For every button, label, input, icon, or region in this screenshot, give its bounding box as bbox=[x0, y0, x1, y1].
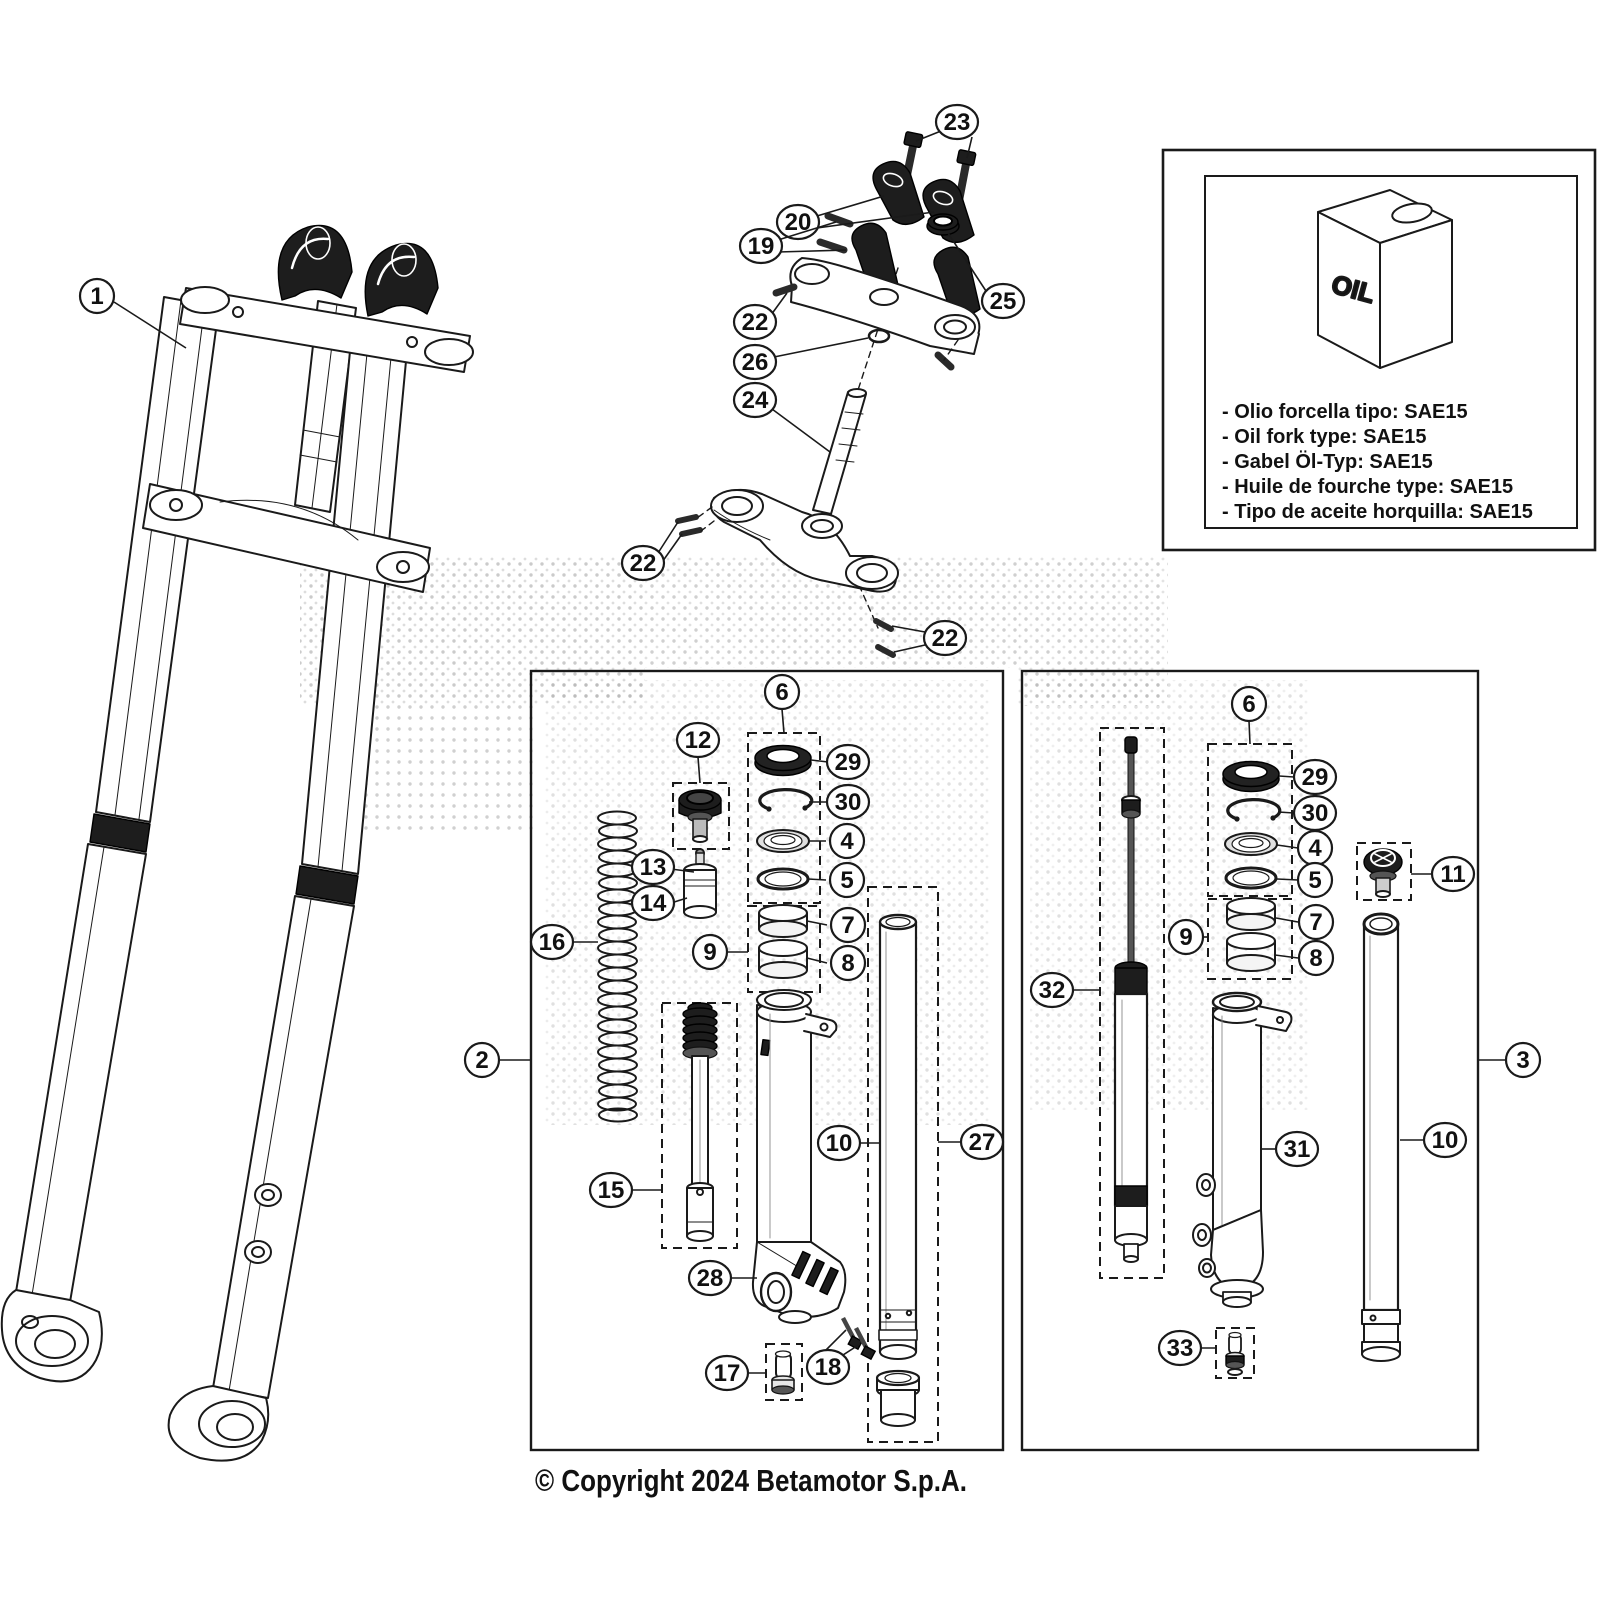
callout-number: 10 bbox=[825, 1130, 853, 1157]
callout-number: 22 bbox=[741, 309, 769, 336]
washer-ring-right bbox=[1226, 868, 1276, 888]
callout-leader-line bbox=[824, 1330, 846, 1352]
callout-number: 31 bbox=[1283, 1136, 1311, 1163]
callout-number: 17 bbox=[713, 1360, 741, 1387]
bushing-set-right bbox=[1227, 898, 1275, 971]
callout-number: 24 bbox=[741, 387, 769, 414]
callout-leader-line bbox=[778, 250, 846, 252]
callout-11 bbox=[1411, 857, 1474, 891]
bushing-set-left bbox=[759, 905, 807, 978]
callout-number: 18 bbox=[814, 1354, 842, 1381]
callout-number: 1 bbox=[90, 283, 104, 310]
copyright-text: © Copyright 2024 Betamotor S.p.A. bbox=[535, 1463, 967, 1498]
callout-2 bbox=[465, 1043, 531, 1077]
callout-22 bbox=[734, 293, 787, 339]
callout-leader-line bbox=[772, 409, 830, 452]
callout-leader-line bbox=[1277, 879, 1298, 880]
dust-seal-left bbox=[755, 746, 811, 776]
callout-number: 6 bbox=[1242, 691, 1256, 718]
steering-nut bbox=[927, 214, 959, 235]
callout-leader-line bbox=[771, 293, 787, 315]
bottom-plug bbox=[772, 1351, 794, 1394]
callout-number: 32 bbox=[1038, 977, 1066, 1004]
callout-number: 30 bbox=[1301, 800, 1329, 827]
callout-number: 7 bbox=[1309, 909, 1323, 936]
callout-15 bbox=[590, 1173, 662, 1207]
oil-spec-line-en: - Oil fork type: SAE15 bbox=[1222, 426, 1427, 448]
callout-26 bbox=[734, 338, 868, 379]
callout-number: 10 bbox=[1431, 1127, 1459, 1154]
callout-number: 12 bbox=[684, 727, 712, 754]
callout-number: 15 bbox=[597, 1177, 625, 1204]
callout-10 bbox=[818, 1126, 880, 1160]
callout-leader-line bbox=[658, 522, 678, 553]
oil-spec-line-es: - Tipo de aceite horquilla: SAE15 bbox=[1222, 501, 1533, 523]
callout-number: 5 bbox=[840, 867, 854, 894]
steering-stem bbox=[813, 389, 866, 514]
oil-seal-left bbox=[757, 830, 809, 852]
callout-number: 11 bbox=[1440, 861, 1466, 888]
oil-spec-line-fr: - Huile de fourche type: SAE15 bbox=[1222, 476, 1514, 498]
callout-number: 28 bbox=[696, 1265, 724, 1292]
callout-number: 7 bbox=[841, 912, 855, 939]
bleed-valve bbox=[1226, 1333, 1244, 1376]
callout-number: 33 bbox=[1166, 1335, 1194, 1362]
callout-24 bbox=[734, 383, 830, 452]
callout-number: 25 bbox=[989, 288, 1017, 315]
callout-number: 22 bbox=[629, 550, 657, 577]
callout-leader-line bbox=[774, 338, 868, 357]
callout-23 bbox=[916, 105, 978, 158]
inner-fork-tube-right bbox=[1362, 914, 1400, 1361]
callout-number: 23 bbox=[943, 109, 971, 136]
callout-31 bbox=[1261, 1132, 1318, 1166]
callout-leader-line bbox=[817, 196, 884, 216]
callout-number: 3 bbox=[1516, 1047, 1530, 1074]
callout-17 bbox=[706, 1356, 766, 1390]
callout-10 bbox=[1400, 1123, 1466, 1157]
steering-o-ring bbox=[869, 330, 889, 342]
callout-number: 13 bbox=[639, 854, 667, 881]
callout-27 bbox=[938, 1125, 1003, 1159]
oil-info-box bbox=[1163, 150, 1595, 550]
callout-number: 9 bbox=[703, 939, 717, 966]
callout-number: 30 bbox=[834, 789, 862, 816]
callout-leader-line bbox=[1279, 776, 1294, 777]
callout-3 bbox=[1478, 1043, 1540, 1077]
callout-number: 4 bbox=[1308, 835, 1322, 862]
callout-number: 8 bbox=[1309, 945, 1323, 972]
callout-number: 19 bbox=[747, 233, 775, 260]
callout-leader-line bbox=[1278, 812, 1294, 813]
callout-number: 29 bbox=[834, 749, 862, 776]
callout-number: 27 bbox=[968, 1129, 996, 1156]
dust-seal-right bbox=[1223, 762, 1279, 792]
callout-number: 4 bbox=[840, 828, 854, 855]
foot-screws bbox=[843, 1318, 875, 1359]
callout-number: 29 bbox=[1301, 764, 1329, 791]
callout-number: 9 bbox=[1179, 924, 1193, 951]
callout-number: 22 bbox=[931, 625, 959, 652]
handlebar-riser-clamps bbox=[278, 225, 438, 316]
inner-fork-tube-left bbox=[877, 915, 919, 1426]
callout-number: 20 bbox=[784, 209, 812, 236]
oil-canister-icon bbox=[1318, 190, 1452, 368]
compression-valve bbox=[1364, 849, 1402, 897]
callout-number: 8 bbox=[841, 950, 855, 977]
callout-number: 16 bbox=[538, 929, 566, 956]
washer-ring-left bbox=[758, 869, 808, 889]
callout-33 bbox=[1159, 1331, 1216, 1365]
callout-number: 26 bbox=[741, 349, 769, 376]
callout-number: 6 bbox=[775, 679, 789, 706]
callout-28 bbox=[689, 1261, 757, 1295]
callout-number: 5 bbox=[1308, 867, 1322, 894]
fork-assembly-complete bbox=[2, 225, 473, 1460]
oil-spec-line-de: - Gabel Öl-Typ: SAE15 bbox=[1222, 451, 1433, 473]
callout-leader-line bbox=[1249, 721, 1250, 744]
oil-seal-right bbox=[1225, 833, 1277, 855]
callout-number: 14 bbox=[639, 890, 667, 917]
oil-spec-line-it: - Olio forcella tipo: SAE15 bbox=[1222, 401, 1468, 423]
callout-leader-line bbox=[808, 879, 826, 880]
callout-number: 2 bbox=[475, 1047, 489, 1074]
oil-canister-label: OIL bbox=[1328, 268, 1379, 310]
